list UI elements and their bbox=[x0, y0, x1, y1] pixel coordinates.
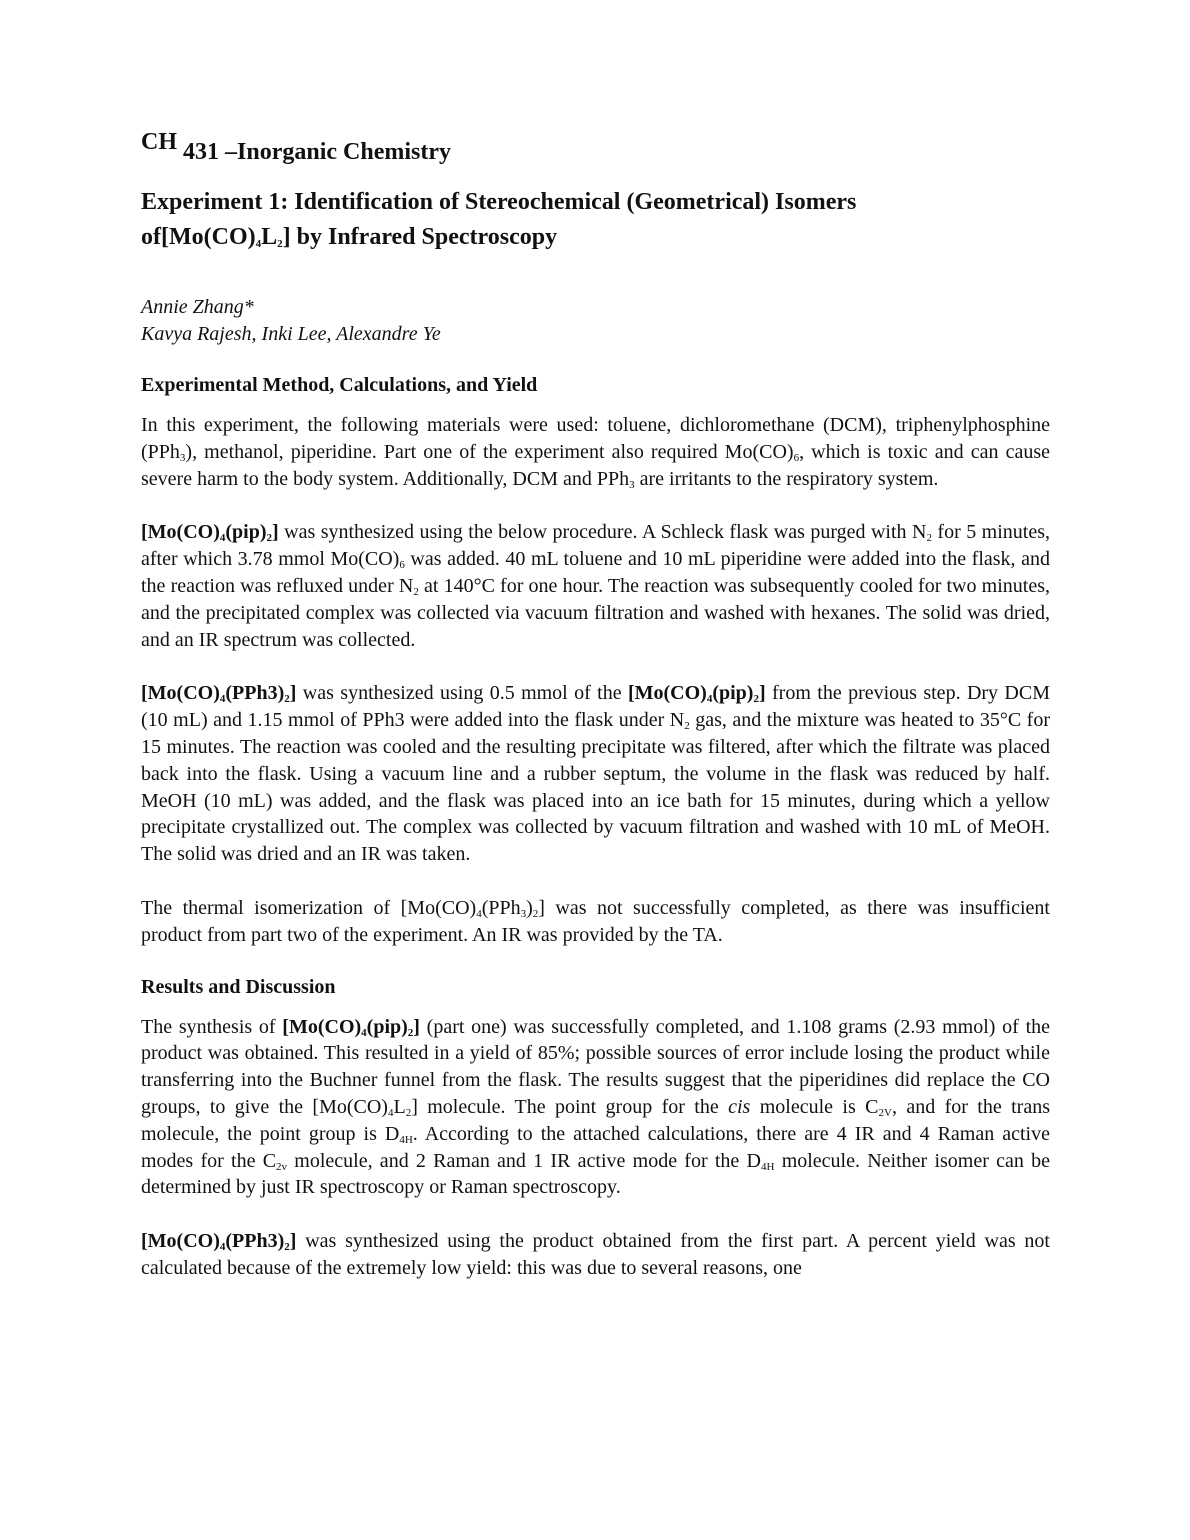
text: ] bbox=[289, 682, 297, 705]
text: , and for the trans molecule, the point group is D bbox=[141, 1095, 1050, 1145]
paragraph-results bbox=[141, 1014, 1050, 1202]
compound-name bbox=[141, 1230, 296, 1252]
methods-heading: Experimental Method, Calculations, and Yield bbox=[141, 374, 538, 396]
text: from the previous step. Dry DCM (10 mL) and 1.15 mmol of PPh3 were added into the flask under N bbox=[141, 682, 1050, 732]
text: molecule is C bbox=[750, 1095, 879, 1118]
text: (pip) bbox=[366, 1015, 408, 1038]
subscript: 2 bbox=[532, 907, 539, 920]
subscript: 4 bbox=[361, 1026, 367, 1039]
subscript: 2 bbox=[413, 585, 419, 598]
text: gas, and the mixture was heated to 35°C for 15 minutes. The reaction was cooled and the resulting precipitate was filtered, after which the filtrate was placed back into the flask. Using a vacuum line and a rubber septum, the volume in the flask was reduced by half. MeOH (10 mL) was added, and the flask was placed into an ice bath for 15 minutes, during which a yellow precipitate crystallized out. The complex was collected by vacuum filtration and washed with 10 mL of MeOH. The solid was dried and an IR was taken. bbox=[141, 709, 1051, 866]
document-page bbox=[141, 129, 1051, 1309]
paragraph-pph3-results bbox=[141, 1228, 1050, 1282]
text: ] bbox=[758, 682, 766, 705]
text: [Mo(CO) bbox=[627, 682, 707, 705]
text: L bbox=[393, 1095, 406, 1118]
subscript: 2V bbox=[878, 1106, 892, 1119]
subscript: 3 bbox=[179, 451, 186, 464]
compound-name bbox=[141, 521, 279, 543]
subscript: 4 bbox=[476, 907, 482, 920]
compound-name bbox=[628, 682, 766, 704]
experiment-title bbox=[141, 185, 1050, 255]
paragraph-pph3-synthesis bbox=[141, 680, 1050, 868]
text: [Mo(CO) bbox=[141, 682, 220, 705]
results-heading: Results and Discussion bbox=[141, 975, 336, 998]
text: ] molecule. The point group for the bbox=[411, 1095, 729, 1118]
primary-author: Annie Zhang* bbox=[141, 296, 254, 318]
text: at 140°C for one hour. The reaction was subsequently cooled for two minutes, and the precipitated complex was collected via vacuum filtration and washed with hexanes. The solid was dried, and an IR spectrum was collected. bbox=[141, 574, 1050, 651]
text: The thermal isomerization of [Mo(CO) bbox=[141, 896, 477, 919]
subscript: 6 bbox=[399, 559, 405, 572]
subscript: 2 bbox=[284, 693, 290, 706]
subscript: 2 bbox=[753, 693, 759, 706]
subscript: 6 bbox=[793, 451, 800, 464]
title-subscript: 2 bbox=[277, 238, 283, 250]
text: ] bbox=[271, 521, 279, 544]
subscript: 2 bbox=[284, 1241, 290, 1254]
text: (pip) bbox=[712, 682, 754, 705]
text: , which is toxic and can cause severe harm to the body system. Additionally, DCM and PPh bbox=[141, 440, 1050, 490]
subscript: 4 bbox=[387, 1106, 394, 1119]
text: [Mo(CO) bbox=[141, 521, 220, 544]
paragraph-isomerization bbox=[141, 895, 1050, 949]
text: ] bbox=[289, 1230, 297, 1253]
text: [Mo(CO) bbox=[141, 1230, 220, 1253]
text: ), methanol, piperidine. Part one of the experiment also required Mo(CO) bbox=[185, 440, 794, 463]
text: ] bbox=[413, 1015, 420, 1038]
text: In this experiment, the following materials were used: toluene, dichloromethane (DCM), triphenylphosphine (PPh bbox=[141, 414, 1050, 463]
title-text: of[Mo(CO) bbox=[141, 224, 256, 250]
text: molecule, and 2 Raman and 1 IR active mode for the D bbox=[287, 1149, 761, 1172]
subscript: 4 bbox=[219, 532, 226, 545]
subscript: 2 bbox=[926, 532, 932, 545]
text: The synthesis of bbox=[141, 1015, 283, 1038]
course-name: 431 –Inorganic Chemistry bbox=[177, 139, 451, 165]
text: (PPh3) bbox=[225, 682, 285, 705]
subscript: 2 bbox=[407, 1026, 414, 1039]
title-text: L bbox=[261, 224, 278, 250]
text: was synthesized using the product obtained from the first part. A percent yield was not calculated because of the extremely low yield: this was due to several reasons, one bbox=[141, 1230, 1050, 1279]
co-authors: Kavya Rajesh, Inki Lee, Alexandre Ye bbox=[141, 323, 441, 345]
text: (PPh3) bbox=[225, 1230, 285, 1253]
subscript: 2 bbox=[684, 720, 690, 733]
text: . According to the attached calculations, there are 4 IR and 4 Raman active modes for the C bbox=[141, 1122, 1050, 1172]
text: are irritants to the respiratory system. bbox=[634, 467, 939, 490]
subscript: 4 bbox=[706, 693, 713, 706]
text: (pip) bbox=[225, 521, 267, 544]
text: for 5 minutes, after which 3.78 mmol Mo(CO) bbox=[141, 521, 1051, 571]
subscript: 4 bbox=[219, 1241, 226, 1254]
text: ) bbox=[526, 896, 533, 919]
compound-name bbox=[282, 1016, 420, 1038]
italic-term: cis bbox=[728, 1095, 751, 1118]
course-title bbox=[141, 129, 1050, 169]
paragraph-materials bbox=[141, 412, 1050, 492]
paragraph-pip-synthesis bbox=[141, 519, 1050, 653]
subscript: 4 bbox=[219, 693, 226, 706]
text: (part one) was successfully completed, and 1.108 grams (2.93 mmol) of the product was obtained. This resulted in a yield of 85%; possible sources of error include losing the product while transferring into the Buchner funnel from the flask. The results suggest that the piperidines did replace the CO groups, to give the [Mo(CO) bbox=[141, 1015, 1051, 1118]
subscript: 3 bbox=[520, 907, 527, 920]
text: was added. 40 mL toluene and 10 mL piperidine were added into the flask, and the reaction was refluxed under N bbox=[141, 548, 1050, 597]
subscript: 2 bbox=[405, 1106, 412, 1119]
text: molecule. Neither isomer can be determined by just IR spectroscopy or Raman spectroscopy. bbox=[141, 1149, 1050, 1199]
subscript: 2v bbox=[276, 1160, 288, 1173]
title-text: ] by Infrared Spectroscopy bbox=[282, 224, 558, 250]
text: was synthesized using the below procedure. A Schleck flask was purged with N bbox=[278, 521, 927, 544]
subscript: 4H bbox=[761, 1160, 775, 1173]
experiment-title-line-1: Experiment 1: Identification of Stereochemical (Geometrical) Isomers bbox=[141, 189, 857, 215]
author-list bbox=[141, 294, 1050, 348]
text: [Mo(CO) bbox=[282, 1015, 362, 1038]
text: was synthesized using 0.5 mmol of the bbox=[296, 682, 628, 705]
subscript: 3 bbox=[629, 478, 635, 491]
compound-name bbox=[141, 682, 296, 704]
experiment-title-line-2 bbox=[141, 220, 1050, 255]
text: ] was not successfully completed, as there was insufficient product from part two of the experiment. An IR was provided by the TA. bbox=[141, 896, 1050, 946]
subscript: 2 bbox=[266, 532, 272, 545]
subscript: 4H bbox=[399, 1133, 413, 1146]
text: (PPh bbox=[481, 896, 521, 919]
course-code-prefix: CH bbox=[141, 129, 177, 155]
title-subscript: 4 bbox=[255, 238, 262, 250]
